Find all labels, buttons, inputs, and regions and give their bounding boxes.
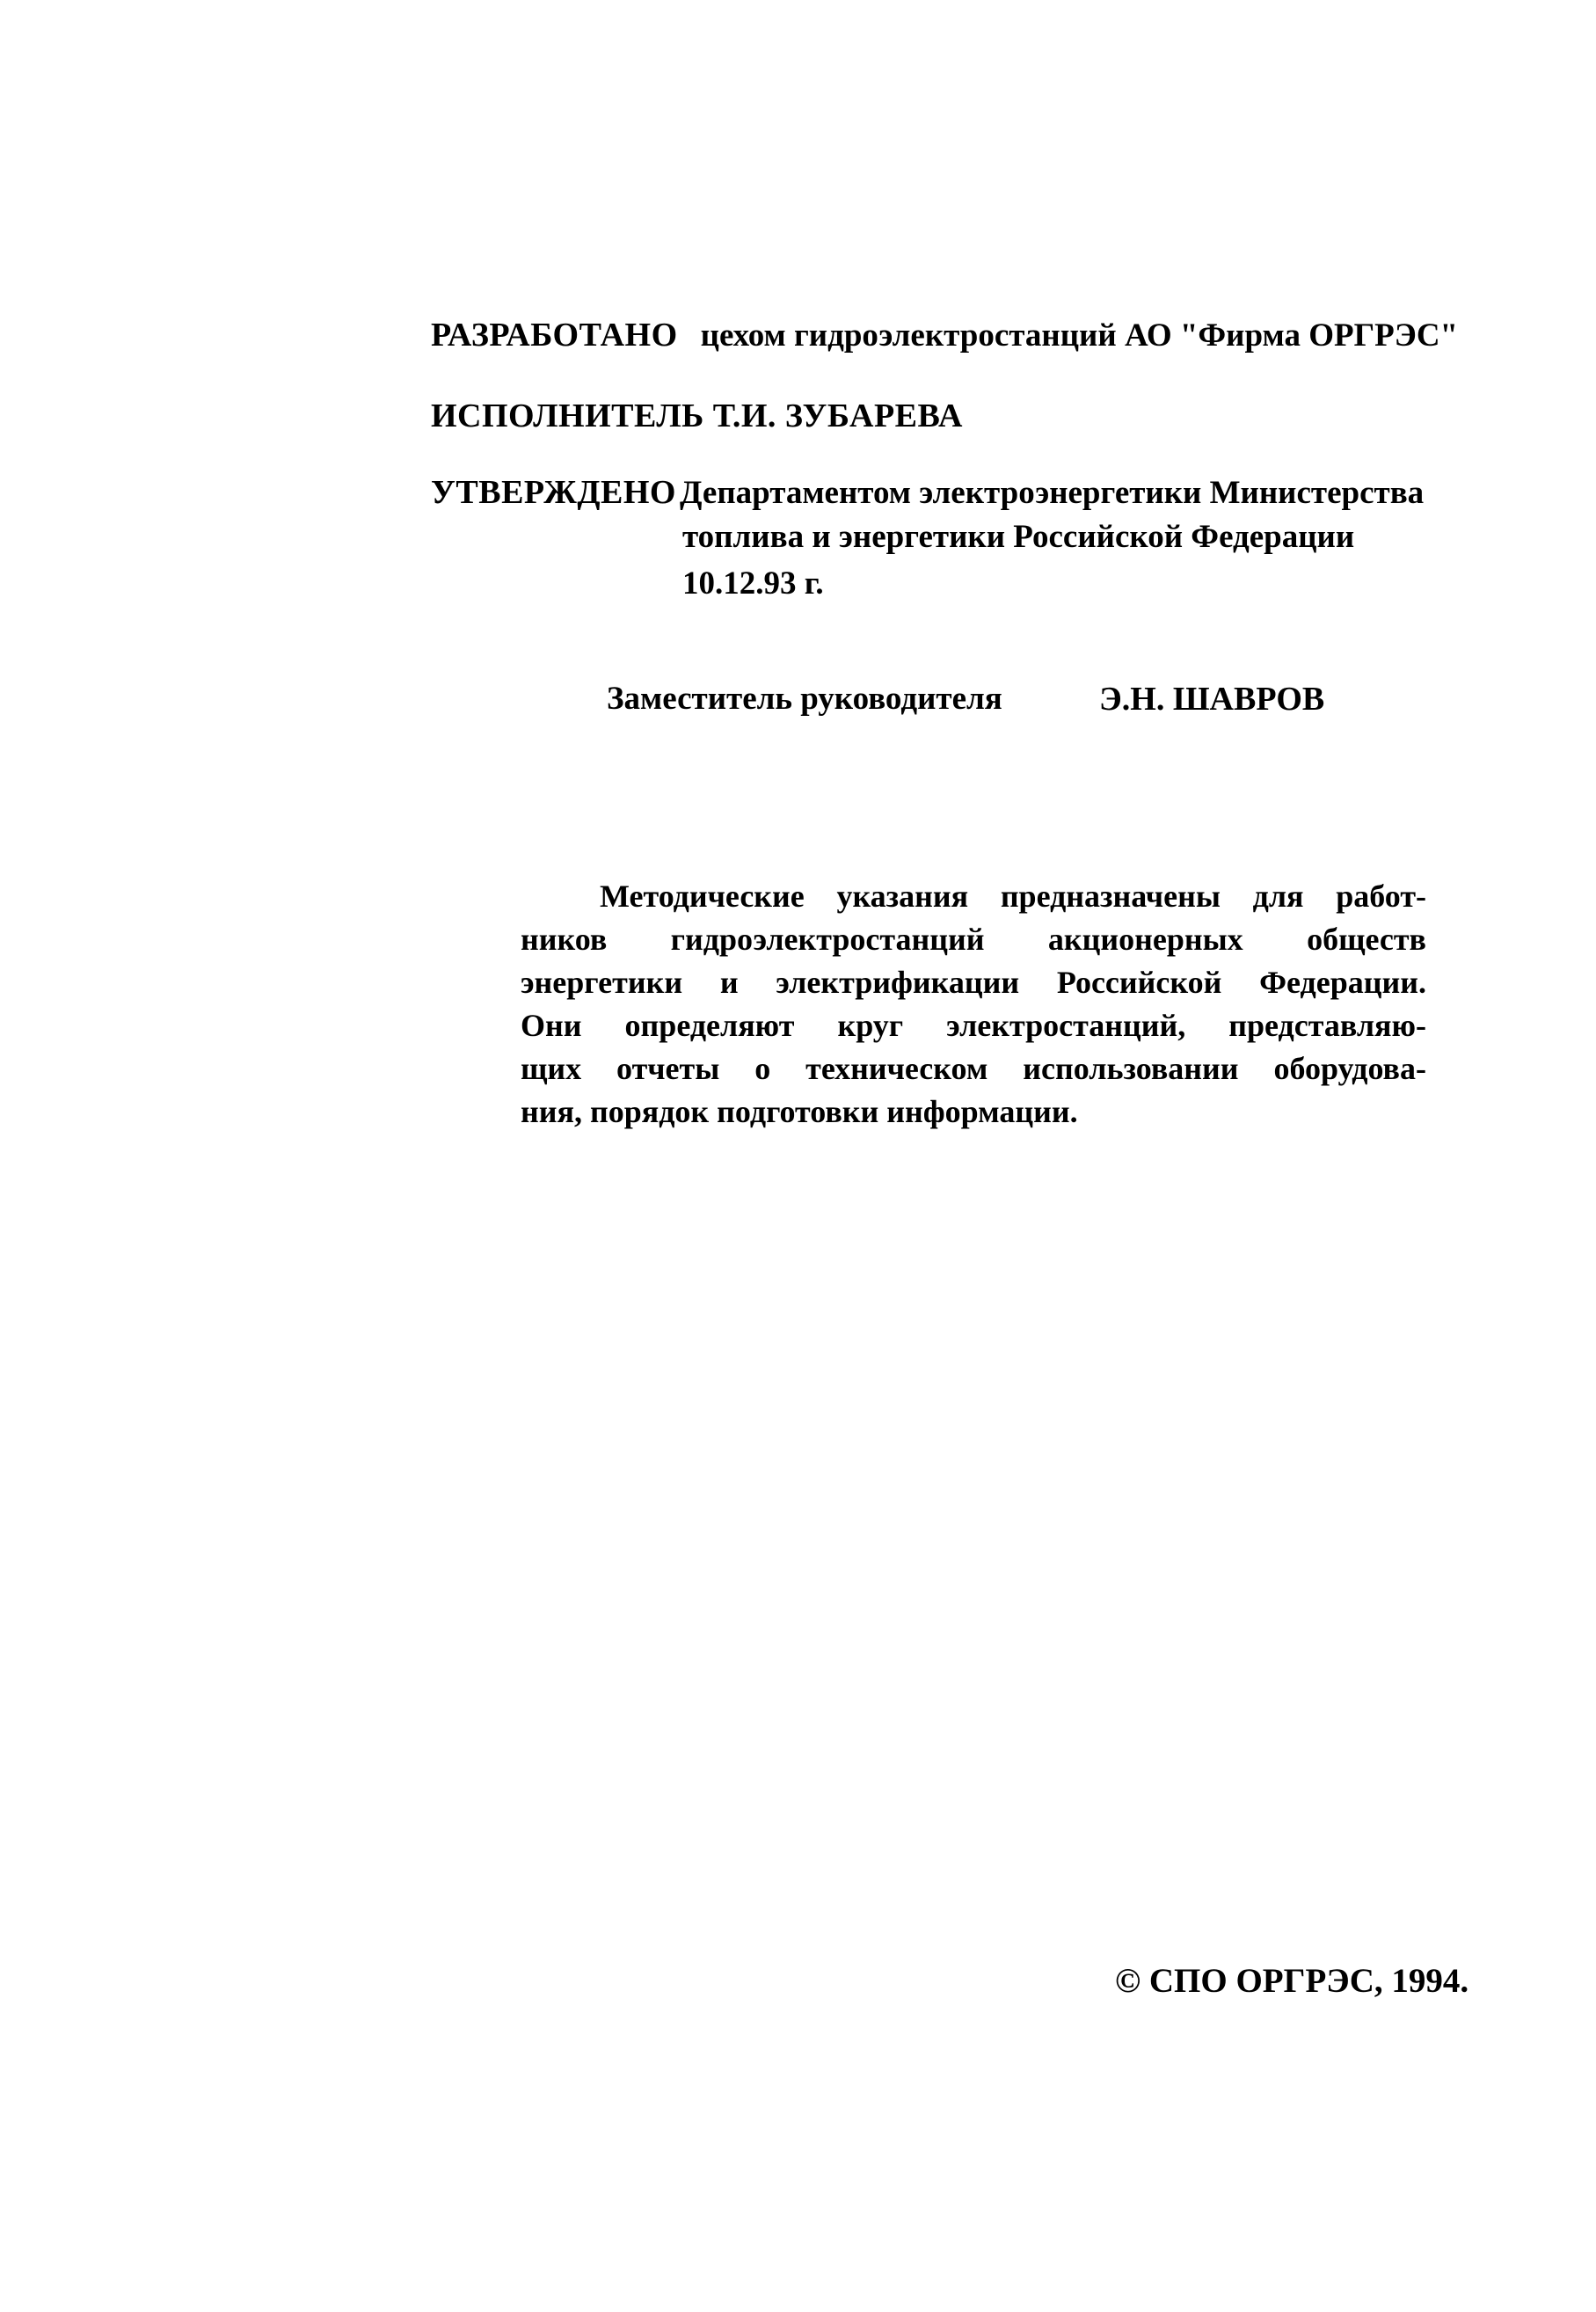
executor-line: ИСПОЛНИТЕЛЬ Т.И. ЗУБАРЕВА bbox=[431, 397, 963, 434]
signature-name: Э.Н. ШАВРОВ bbox=[1099, 681, 1325, 718]
signature-title: Заместитель руководителя bbox=[607, 681, 1002, 717]
developed-text: цехом гидроэлектростанций АО "Фирма ОРГРЭС" bbox=[700, 317, 1459, 354]
approved-line bbox=[431, 476, 1424, 509]
approved-text-line2: топлива и энергетики Российской Федерации bbox=[682, 519, 1355, 555]
annotation-line: Методические указания предназначены для работ- bbox=[600, 879, 1426, 914]
developed-line bbox=[431, 318, 1458, 352]
copyright-notice: © СПО ОРГРЭС, 1994. bbox=[1115, 1962, 1469, 2000]
annotation-line: ния, порядок подготовки информации. bbox=[521, 1094, 1078, 1129]
annotation-line: щих отчеты о техническом использовании оборудова- bbox=[521, 1051, 1426, 1086]
annotation-line: энергетики и электрификации Российской Федерации. bbox=[521, 965, 1426, 1000]
approved-label: УТВЕРЖДЕНО bbox=[431, 474, 676, 511]
annotation-line: Они определяют круг электростанций, представляю- bbox=[521, 1008, 1426, 1043]
annotation-line: ников гидроэлектростанций акционерных обществ bbox=[521, 922, 1426, 957]
approved-date: 10.12.93 г. bbox=[682, 565, 824, 602]
approved-text-line1: Департаментом электроэнергетики Министерства bbox=[679, 475, 1425, 511]
developed-label: РАЗРАБОТАНО bbox=[431, 317, 678, 354]
annotation-paragraph bbox=[521, 875, 1426, 1134]
